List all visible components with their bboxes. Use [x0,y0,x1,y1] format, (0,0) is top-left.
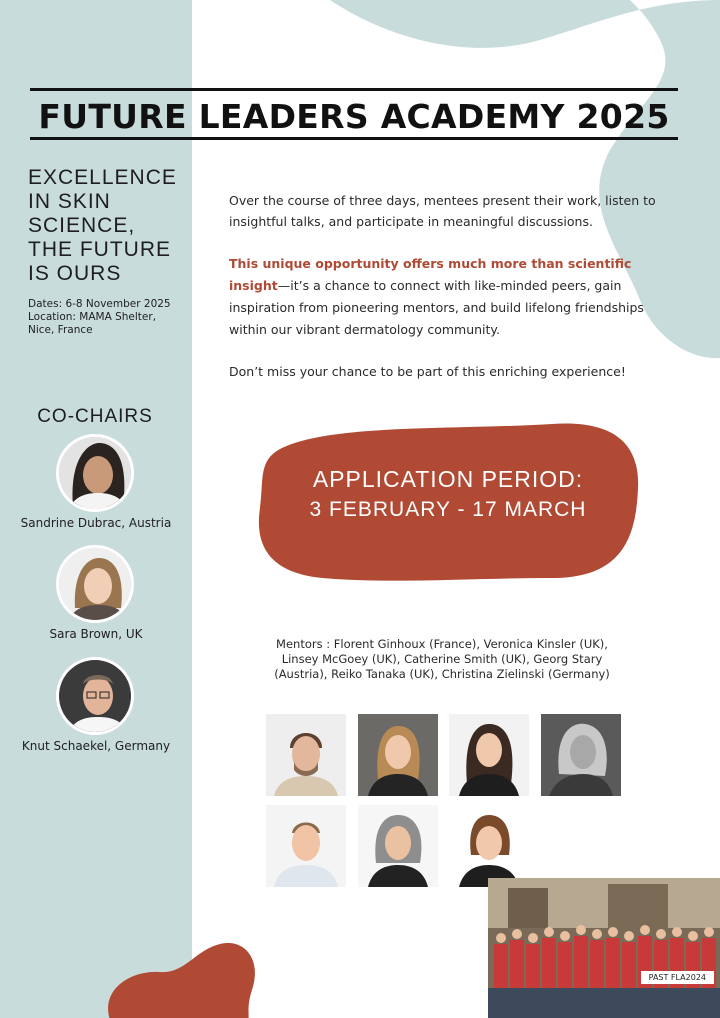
past-event-group-photo [488,878,720,1018]
event-location: Location: MAMA Shelter, [28,311,157,323]
mentor-photo [449,805,529,887]
highlight-paragraph [229,253,669,341]
mentor-photo [358,805,438,887]
tagline-line: IS OURS [28,262,122,285]
mentor-photo [358,714,438,796]
page-title: FUTURE LEADERS ACADEMY 2025 [38,97,670,136]
highlight-rest: —it’s a chance to connect with like-minded peers, gain inspiration from pioneering mentors, and build lifelong friendships within our vibrant dermatology community. [229,278,644,337]
event-info [28,298,198,337]
mentors-list: Mentors : Florent Ginhoux (France), Veronica Kinsler (UK), Linsey McGoey (UK), Catherine Smith (UK), Georg Stary (Austria), Reiko Tanaka (UK), Christina Zielinski (Germany) [274,637,610,681]
co-chair-photo [56,657,134,735]
co-chair-name: Sara Brown, UK [49,627,143,641]
tagline-line: EXCELLENCE [28,166,177,189]
event-location-city: Nice, France [28,324,93,336]
tagline-line: IN SKIN [28,190,111,213]
rust-decorative-blob [100,930,260,1018]
application-heading: APPLICATION PERIOD: [312,466,584,492]
past-event-caption: PAST FLA2024 [641,971,714,984]
mentor-photo [266,714,346,796]
co-chair-photo [56,545,134,623]
event-dates: Dates: 6-8 November 2025 [28,298,171,310]
application-period [252,464,644,526]
application-dates: 3 FEBRUARY - 17 MARCH [309,498,587,521]
closing-paragraph: Don’t miss your chance to be part of this enriching experience! [229,364,626,379]
co-chair-name: Knut Schaekel, Germany [21,739,171,753]
highlight-accent: This unique opportunity offers much more than scientific insight [229,256,632,293]
mentor-photo [541,714,621,796]
co-chair-name: Sandrine Dubrac, Austria [20,516,172,530]
tagline-line: SCIENCE, [28,214,136,237]
co-chair-photo [56,434,134,512]
intro-paragraph: Over the course of three days, mentees present their work, listen to insightful talks, and participate in meaningful discussions. [229,193,656,229]
title-bar [30,88,678,140]
tagline [28,166,188,286]
co-chairs-heading: CO-CHAIRS [37,406,153,427]
mentor-photo [266,805,346,887]
tagline-line: THE FUTURE [28,238,171,261]
mentor-photo [449,714,529,796]
